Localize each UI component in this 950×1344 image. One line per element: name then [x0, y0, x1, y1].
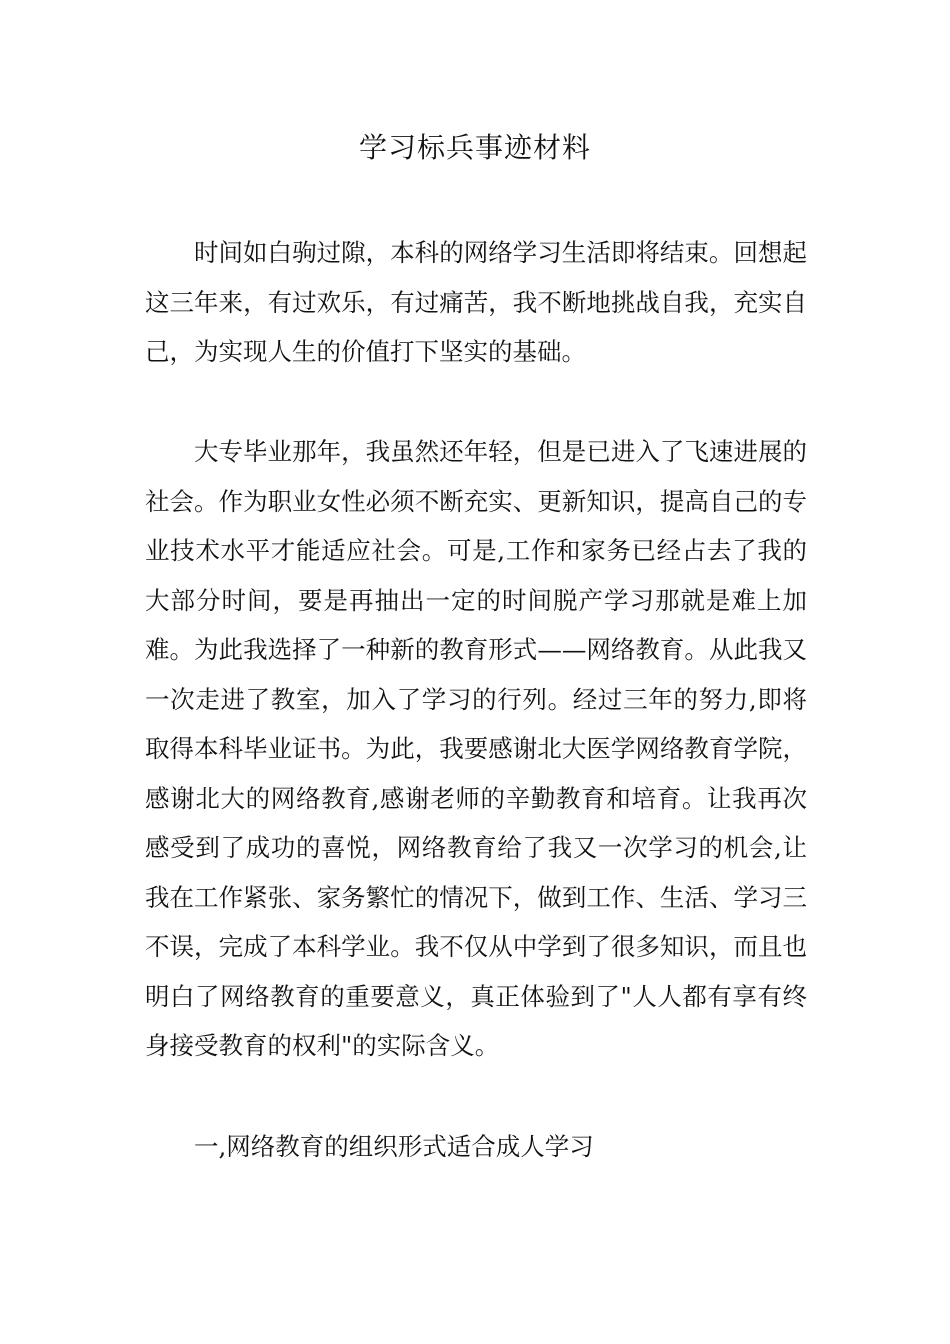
section-heading-1: 一,网络教育的组织形式适合成人学习	[194, 1132, 594, 1161]
document-title: 学习标兵事迹材料	[358, 131, 591, 164]
paragraph-2: 大专毕业那年，我虽然还年轻，但是已进入了飞速进展的社会。作为职业女性必须不断充实、更新知识，提高自己的专业技术水平才能适应社会。可是,工作和家务已经占去了我的大部分时间，要是再抽出一定的时间脱产学习那就是难上加难。为此我选择了一种新的教育形式——网络教育。从此我又一次走进了教室，加入了学习的行列。经过三年的努力,即将取得本科毕业证书。为此，我要感谢北大医学网络教育学院，感谢北大的网络教育,感谢老师的辛勤教育和培育。让我再次感受到了成功的喜悦，网络教育给了我又一次学习的机会,让我在工作紧张、家务繁忙的情况下，做到工作、生活、学习三不误，完成了本科学业。我不仅从中学到了很多知识，而且也明白了网络教育的重要意义，真正体验到了"人人都有享有终身接受教育的权利"的实际含义。	[145, 437, 807, 1060]
paragraph-1: 时间如白驹过隙，本科的网络学习生活即将结束。回想起这三年来，有过欢乐，有过痛苦，我不断地挑战自我，充实自己，为实现人生的价值打下坚实的基础。	[145, 238, 807, 366]
